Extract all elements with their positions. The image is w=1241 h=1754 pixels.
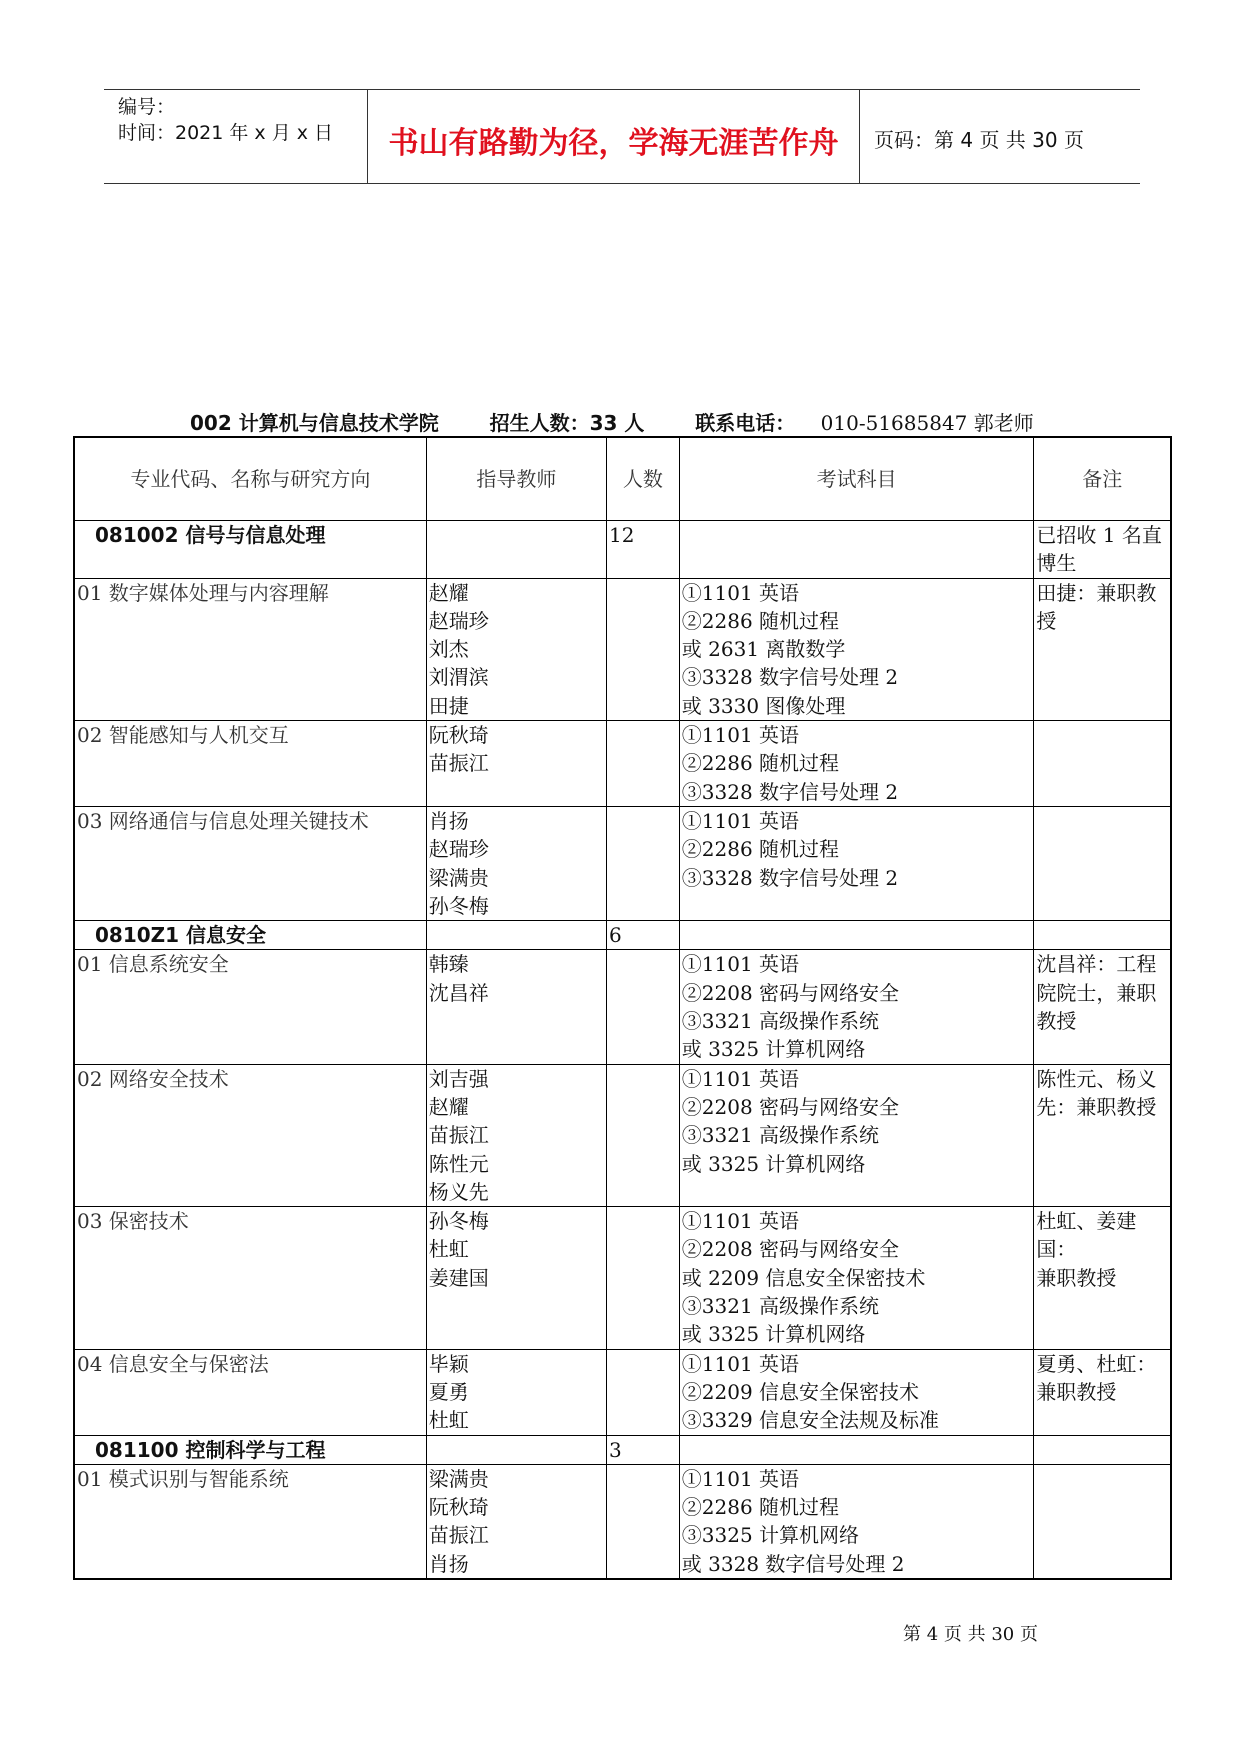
cell-note: 杜虹、姜建国： 兼职教授 [1034,1207,1171,1349]
cell-note [1034,921,1171,950]
table-row [74,1464,1171,1579]
cell-name: 01 模式识别与智能系统 [74,1464,426,1579]
major-row [74,921,1171,950]
table-row [74,806,1171,920]
cell-count [607,1349,680,1435]
cell-count [607,1207,680,1349]
cell-exams: ①1101 英语 ②2208 密码与网络安全 或 2209 信息安全保密技术 ③3321 高级操作系统 或 3325 计算机网络 [679,1207,1034,1349]
cell-count [607,578,680,720]
cell-teachers [426,1435,606,1464]
cell-name: 0810Z1 信息安全 [74,921,426,950]
col-header-notes: 备注 [1034,437,1171,521]
cell-count [607,1464,680,1579]
cell-name: 01 信息系统安全 [74,950,426,1064]
cell-count [607,950,680,1064]
header-right-cell [860,90,1140,183]
page-footer: 第 4 页 共 30 页 [903,1624,1038,1645]
cell-note: 已招收 1 名直 博生 [1034,521,1171,579]
cell-note [1034,1464,1171,1579]
cell-exams [679,921,1034,950]
cell-teachers: 肖扬 赵瑞珍 梁满贵 孙冬梅 [426,806,606,920]
cell-note [1034,1435,1171,1464]
cell-teachers: 毕颖 夏勇 杜虹 [426,1349,606,1435]
table-row [74,950,1171,1064]
cell-teachers: 韩臻 沈昌祥 [426,950,606,1064]
cell-teachers: 赵耀 赵瑞珍 刘杰 刘渭滨 田捷 [426,578,606,720]
cell-name: 02 智能感知与人机交互 [74,721,426,807]
motto: 书山有路勤为径，学海无涯苦作舟 [388,126,839,161]
cell-teachers: 阮秋琦 苗振江 [426,721,606,807]
cell-exams: ①1101 英语 ②2286 随机过程 ③3328 数字信号处理 2 [679,721,1034,807]
cell-exams: ①1101 英语 ②2286 随机过程 ③3325 计算机网络 或 3328 数字信号处理 2 [679,1464,1034,1579]
page-header [104,89,1140,184]
cell-exams: ①1101 英语 ②2208 密码与网络安全 ③3321 高级操作系统 或 3325 计算机网络 [679,950,1034,1064]
cell-exams: ①1101 英语 ②2208 密码与网络安全 ③3321 高级操作系统 或 3325 计算机网络 [679,1064,1034,1206]
cell-exams: ①1101 英语 ②2286 随机过程 ③3328 数字信号处理 2 [679,806,1034,920]
cell-count [607,1064,680,1206]
cell-note: 沈昌祥：工程 院院士，兼职 教授 [1034,950,1171,1064]
col-header-major: 专业代码、名称与研究方向 [74,437,426,521]
cell-teachers [426,921,606,950]
cell-note: 夏勇、杜虹： 兼职教授 [1034,1349,1171,1435]
col-header-teachers: 指导教师 [426,437,606,521]
table-body [74,521,1171,1579]
cell-exams [679,521,1034,579]
cell-note [1034,721,1171,807]
cell-teachers: 梁满贵 阮秋琦 苗振江 肖扬 [426,1464,606,1579]
cell-count: 3 [607,1435,680,1464]
col-header-count: 人数 [607,437,680,521]
cell-count [607,806,680,920]
page-code: 页码：第 4 页 共 30 页 [874,128,1084,152]
table-row [74,578,1171,720]
major-row [74,521,1171,579]
cell-name: 03 保密技术 [74,1207,426,1349]
cell-name: 02 网络安全技术 [74,1064,426,1206]
table-row [74,1207,1171,1349]
cell-note [1034,806,1171,920]
table-row [74,1064,1171,1206]
cell-name: 03 网络通信与信息处理关键技术 [74,806,426,920]
section-heading [190,407,1034,436]
cell-exams [679,1435,1034,1464]
contact-label: 联系电话： [695,411,796,435]
cell-count [607,721,680,807]
cell-count: 12 [607,521,680,579]
enroll-count: 招生人数：33 人 [489,411,645,435]
header-left-cell [104,90,368,183]
cell-name: 01 数字媒体处理与内容理解 [74,578,426,720]
cell-exams: ①1101 英语 ②2286 随机过程 或 2631 离散数学 ③3328 数字信号处理 2 或 3330 图像处理 [679,578,1034,720]
cell-teachers: 孙冬梅 杜虹 姜建国 [426,1207,606,1349]
cell-name: 04 信息安全与保密法 [74,1349,426,1435]
cell-name: 081002 信号与信息处理 [74,521,426,579]
cell-note: 陈性元、杨义 先：兼职教授 [1034,1064,1171,1206]
col-header-exams: 考试科目 [679,437,1034,521]
admissions-table [73,436,1172,1580]
header-motto-cell [368,90,860,183]
cell-teachers [426,521,606,579]
serial-label: 编号： [118,96,176,118]
major-row [74,1435,1171,1464]
cell-teachers: 刘吉强 赵耀 苗振江 陈性元 杨义先 [426,1064,606,1206]
table-header-row [74,437,1171,521]
dept-title: 002 计算机与信息技术学院 [190,411,439,435]
table-row [74,721,1171,807]
cell-name: 081100 控制科学与工程 [74,1435,426,1464]
time-label: 时间：2021 年 x 月 x 日 [118,122,334,144]
cell-exams: ①1101 英语 ②2209 信息安全保密技术 ③3329 信息安全法规及标准 [679,1349,1034,1435]
table-row [74,1349,1171,1435]
cell-count: 6 [607,921,680,950]
contact-value: 010-51685847 郭老师 [820,411,1034,435]
cell-note: 田捷：兼职教 授 [1034,578,1171,720]
